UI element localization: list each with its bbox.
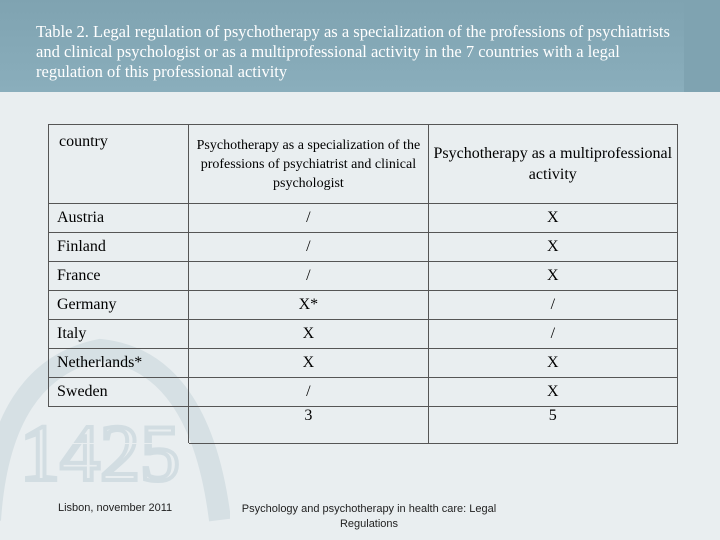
country-cell: Germany (49, 291, 189, 320)
country-cell: Netherlands* (49, 349, 189, 378)
specialization-cell: X* (189, 291, 428, 320)
table-row (49, 204, 678, 233)
specialization-cell: X (189, 349, 428, 378)
table-row (49, 262, 678, 291)
watermark-text: 1425 (20, 410, 180, 498)
specialization-cell: X (189, 320, 428, 349)
table-row (49, 291, 678, 320)
university-logo (684, 0, 720, 92)
footer-presentation-title: Psychology and psychotherapy in health care: Legal Regulations (241, 503, 497, 530)
multiprofessional-cell: / (428, 291, 677, 320)
multiprofessional-cell: X (428, 233, 677, 262)
country-cell: Austria (49, 204, 189, 233)
regulation-table (48, 124, 678, 444)
country-cell: Finland (49, 233, 189, 262)
table-row (49, 349, 678, 378)
specialization-cell: / (189, 262, 428, 291)
header-multiprofessional: Psychotherapy as a multiprofessional activity (428, 125, 677, 204)
total-multiprofessional: 5 (428, 407, 677, 444)
multiprofessional-cell: / (428, 320, 677, 349)
country-cell: France (49, 262, 189, 291)
multiprofessional-cell: X (428, 262, 677, 291)
header-specialization: Psychotherapy as a specialization of the professions of psychiatrist and clinical psychologist (189, 125, 428, 204)
country-cell: Italy (49, 320, 189, 349)
country-cell: Sweden (49, 378, 189, 407)
specialization-cell: / (189, 204, 428, 233)
multiprofessional-cell: X (428, 204, 677, 233)
total-label-cell (49, 407, 189, 444)
table-total-row (49, 407, 678, 444)
table-header-row (49, 125, 678, 204)
multiprofessional-cell: X (428, 378, 677, 407)
multiprofessional-cell: X (428, 349, 677, 378)
header-country: country (49, 125, 189, 204)
table-row (49, 320, 678, 349)
specialization-cell: / (189, 378, 428, 407)
footer-location-date: Lisbon, november 2011 (58, 502, 173, 514)
table-row (49, 378, 678, 407)
total-specialization: 3 (189, 407, 428, 444)
table-row (49, 233, 678, 262)
specialization-cell: / (189, 233, 428, 262)
slide-title: Table 2. Legal regulation of psychotherapy as a specialization of the professions of psychiatrists and clinical psychologist or as a multiprofessional activity in the 7 countries with a legal regulation of this professional activity (36, 22, 670, 81)
